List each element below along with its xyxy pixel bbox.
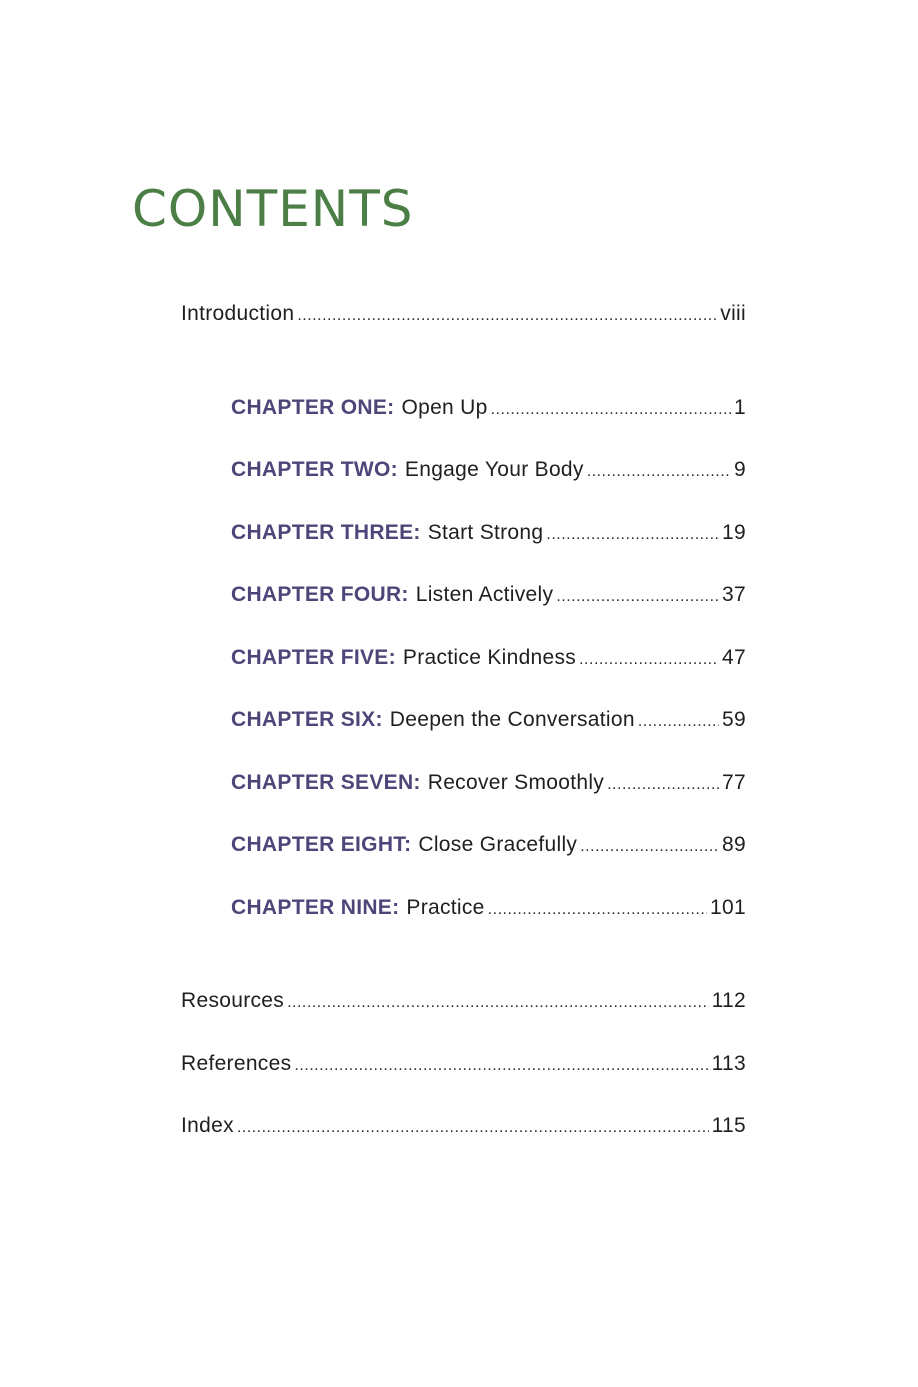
toc-page-number: 113: [711, 1052, 746, 1075]
dot-leader: [488, 896, 707, 924]
toc-entry-title: Start Strong: [427, 521, 544, 544]
chapter-label: CHAPTER FIVE:: [231, 646, 396, 669]
toc-entry-chapter-six[interactable]: [231, 706, 746, 736]
toc-entry-title: References: [181, 1052, 292, 1075]
dot-leader: [546, 521, 719, 549]
toc-page-number: 1: [734, 396, 746, 419]
toc-page-number: 112: [711, 989, 746, 1012]
toc-entry-chapter-nine[interactable]: [231, 894, 746, 924]
toc-entry-title: Practice Kindness: [402, 646, 577, 669]
toc-page-number: 59: [722, 708, 746, 731]
toc-entry-title: Practice: [406, 896, 485, 919]
chapter-label: CHAPTER THREE:: [231, 521, 421, 544]
dot-leader: [287, 989, 709, 1017]
toc-page-number: viii: [720, 302, 746, 325]
dot-leader: [579, 646, 719, 674]
toc-entry-title: Introduction: [181, 302, 295, 325]
toc-entry-chapter-two[interactable]: [231, 456, 746, 486]
chapter-label: CHAPTER ONE:: [231, 396, 395, 419]
dot-leader: [237, 1114, 709, 1142]
toc-page-number: 101: [710, 896, 746, 919]
toc-entry-title: Listen Actively: [415, 583, 554, 606]
toc-entry-chapter-five[interactable]: [231, 644, 746, 674]
toc-page-number: 37: [722, 583, 746, 606]
dot-leader: [294, 1052, 708, 1080]
toc-page-number: 47: [722, 646, 746, 669]
chapter-label: CHAPTER TWO:: [231, 458, 398, 481]
chapter-label: CHAPTER NINE:: [231, 896, 400, 919]
toc-page-number: 115: [711, 1114, 746, 1137]
toc-entry-title: Recover Smoothly: [427, 771, 605, 794]
dot-leader: [638, 708, 719, 736]
toc-entry-title: Open Up: [401, 396, 488, 419]
toc-entry-chapter-three[interactable]: [231, 519, 746, 549]
toc-entry-title: Resources: [181, 989, 285, 1012]
dot-leader: [556, 583, 719, 611]
chapter-label: CHAPTER SEVEN:: [231, 771, 421, 794]
dot-leader: [587, 458, 731, 486]
toc-page-number: 19: [722, 521, 746, 544]
dot-leader: [607, 771, 719, 799]
chapter-label: CHAPTER EIGHT:: [231, 833, 412, 856]
toc-entry-chapter-one[interactable]: [231, 394, 746, 424]
toc-entry-resources[interactable]: [181, 987, 746, 1017]
toc-entry-chapter-four[interactable]: [231, 581, 746, 611]
toc-entry-title: Close Gracefully: [418, 833, 578, 856]
toc-entry-chapter-eight[interactable]: [231, 831, 746, 861]
toc-entry-title: Deepen the Conversation: [389, 708, 635, 731]
toc-entry-title: Engage Your Body: [404, 458, 584, 481]
dot-leader: [297, 302, 717, 330]
toc-entry-index[interactable]: [181, 1112, 746, 1142]
toc-entry-references[interactable]: [181, 1050, 746, 1080]
page-title: CONTENTS: [132, 180, 414, 238]
toc-entry-title: Index: [181, 1114, 234, 1137]
toc-page-number: 89: [722, 833, 746, 856]
dot-leader: [580, 833, 719, 861]
chapter-label: CHAPTER FOUR:: [231, 583, 409, 606]
toc-page-number: 9: [734, 458, 746, 481]
chapter-label: CHAPTER SIX:: [231, 708, 383, 731]
toc-page-number: 77: [722, 771, 746, 794]
dot-leader: [491, 396, 731, 424]
toc-entry-chapter-seven[interactable]: [231, 769, 746, 799]
toc-entry-introduction[interactable]: [181, 300, 746, 330]
